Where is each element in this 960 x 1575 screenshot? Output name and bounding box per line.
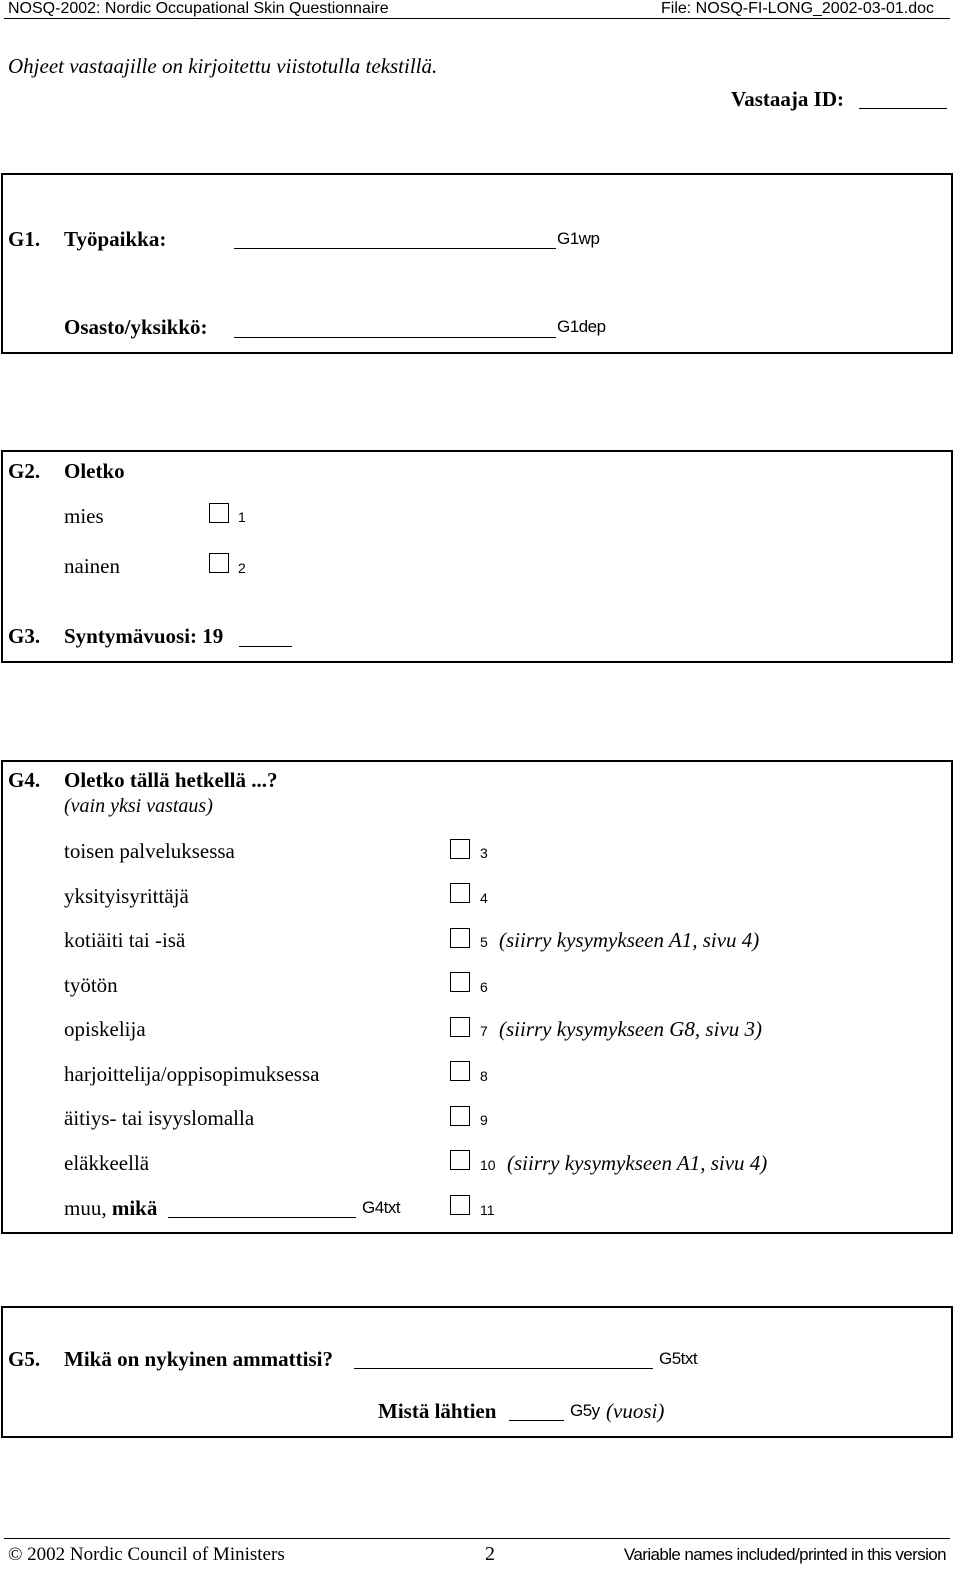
g2-option-label: mies bbox=[64, 504, 104, 528]
footer-copyright: © 2002 Nordic Council of Ministers bbox=[8, 1544, 285, 1565]
g4-number: G4. bbox=[8, 768, 41, 792]
g4-option-label: kotiäiti tai -isä bbox=[64, 928, 186, 952]
g4-option-label: työtön bbox=[64, 973, 118, 997]
g4-skip-note: (siirry kysymykseen A1, sivu 4) bbox=[507, 1151, 768, 1175]
g3-year-field[interactable] bbox=[239, 646, 292, 647]
g2-option-code: 1 bbox=[238, 509, 246, 525]
header-filename: File: NOSQ-FI-LONG_2002-03-01.doc bbox=[661, 0, 934, 17]
g1-department-var: G1dep bbox=[557, 317, 606, 336]
g5-since-field[interactable] bbox=[509, 1420, 564, 1421]
g4-option-code: 5 bbox=[480, 934, 488, 950]
g4-skip-note: (siirry kysymykseen A1, sivu 4) bbox=[499, 928, 760, 952]
g4-skip-note: (siirry kysymykseen G8, sivu 3) bbox=[499, 1017, 762, 1041]
instructions-text: Ohjeet vastaajille on kirjoitettu viistotulla tekstillä. bbox=[8, 54, 438, 78]
g4-option-label: toisen palveluksessa bbox=[64, 839, 235, 863]
g4-other-field[interactable] bbox=[168, 1217, 356, 1218]
footer-rule bbox=[4, 1538, 950, 1539]
g4-option-label: harjoittelija/oppisopimuksessa bbox=[64, 1062, 320, 1086]
g4-checkbox-9[interactable] bbox=[450, 1106, 470, 1126]
g4-option-code: 11 bbox=[480, 1202, 495, 1218]
header-rule bbox=[4, 18, 950, 19]
g2-number: G2. bbox=[8, 459, 41, 483]
g4-other-bold: mikä bbox=[111, 1196, 158, 1220]
g5-var: G5txt bbox=[659, 1349, 698, 1368]
g5-since-unit: (vuosi) bbox=[606, 1399, 665, 1423]
g4-option-label: eläkkeellä bbox=[64, 1151, 150, 1175]
respondent-id-label: Vastaaja ID: bbox=[731, 87, 844, 111]
g4-checkbox-8[interactable] bbox=[450, 1061, 470, 1081]
g4-other-prefix: muu, bbox=[64, 1196, 112, 1220]
footer-page-number: 2 bbox=[485, 1543, 495, 1565]
g1-workplace-label: Työpaikka: bbox=[64, 227, 167, 251]
g5-number: G5. bbox=[8, 1347, 41, 1371]
g2-option-code: 2 bbox=[238, 560, 246, 576]
g4-other-var: G4txt bbox=[362, 1198, 401, 1217]
g4-option-code: 8 bbox=[480, 1068, 488, 1084]
g3-label: Syntymävuosi: 19 bbox=[64, 624, 224, 648]
g4-other-label bbox=[64, 1196, 157, 1221]
g4-checkbox-4[interactable] bbox=[450, 883, 470, 903]
g4-instruction: (vain yksi vastaus) bbox=[64, 795, 213, 817]
g4-checkbox-7[interactable] bbox=[450, 1017, 470, 1037]
g1-workplace-var: G1wp bbox=[557, 229, 600, 248]
footer-note: Variable names included/printed in this version bbox=[623, 1545, 946, 1564]
g4-option-label: äitiys- tai isyyslomalla bbox=[64, 1106, 255, 1130]
g4-option-code: 7 bbox=[480, 1023, 488, 1039]
g4-option-code: 4 bbox=[480, 890, 488, 906]
g2-option-label: nainen bbox=[64, 554, 120, 578]
g4-option-code: 10 bbox=[480, 1157, 496, 1173]
g5-question: Mikä on nykyinen ammattisi? bbox=[64, 1347, 333, 1371]
g4-option-code: 6 bbox=[480, 979, 488, 995]
g4-option-label: opiskelija bbox=[64, 1017, 146, 1041]
g2-question: Oletko bbox=[64, 459, 125, 483]
g1-department-field[interactable] bbox=[234, 337, 556, 338]
g1-number: G1. bbox=[8, 227, 41, 251]
g4-option-label: yksityisyrittäjä bbox=[64, 884, 189, 908]
g4-checkbox-10[interactable] bbox=[450, 1150, 470, 1170]
g1-workplace-field[interactable] bbox=[234, 248, 556, 249]
g4-option-code: 3 bbox=[480, 845, 488, 861]
g4-checkbox-6[interactable] bbox=[450, 972, 470, 992]
g4-checkbox-5[interactable] bbox=[450, 928, 470, 948]
g5-occupation-field[interactable] bbox=[354, 1368, 653, 1369]
header-title: NOSQ-2002: Nordic Occupational Skin Questionnaire bbox=[8, 0, 389, 17]
g3-number: G3. bbox=[8, 624, 41, 648]
g4-question: Oletko tällä hetkellä ...? bbox=[64, 768, 278, 792]
g5-since-var: G5y bbox=[570, 1401, 600, 1420]
g2-checkbox-nainen[interactable] bbox=[209, 553, 229, 573]
g2-checkbox-mies[interactable] bbox=[209, 503, 229, 523]
g1-department-label: Osasto/yksikkö: bbox=[64, 315, 208, 339]
g4-checkbox-11[interactable] bbox=[450, 1195, 470, 1215]
g4-checkbox-3[interactable] bbox=[450, 839, 470, 859]
respondent-id-field[interactable] bbox=[859, 108, 947, 109]
g5-since-label: Mistä lähtien bbox=[378, 1399, 497, 1423]
g4-option-code: 9 bbox=[480, 1112, 488, 1128]
